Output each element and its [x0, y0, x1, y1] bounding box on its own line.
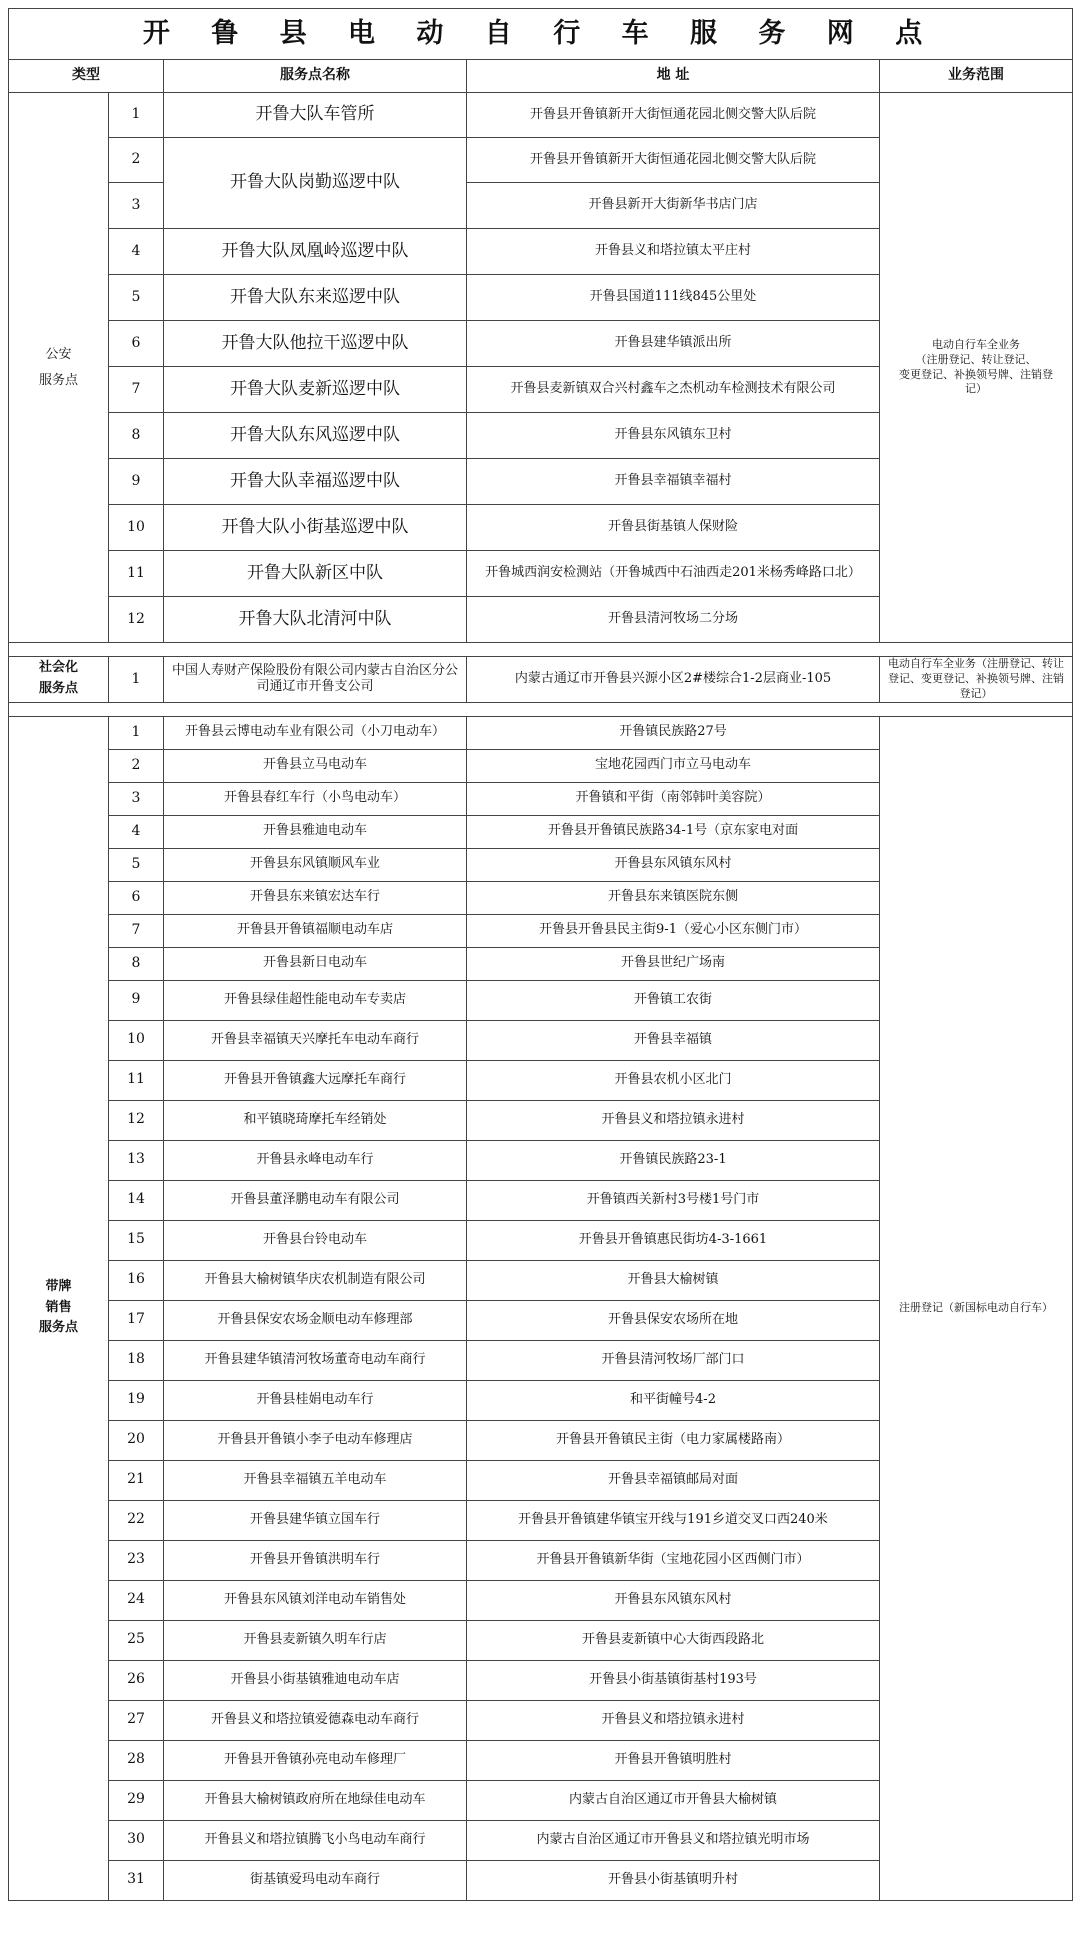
service-point-address: 内蒙古通辽市开鲁县兴源小区2#楼综合1-2层商业-105 — [467, 657, 880, 703]
service-point-address: 开鲁镇民族路23-1 — [467, 1140, 880, 1180]
dealer-scope-cell: 注册登记（新国标电动自行车） — [880, 716, 1073, 1900]
service-point-name: 开鲁大队凤凰岭巡逻中队 — [164, 229, 467, 275]
social-type-cell — [9, 657, 109, 703]
service-point-name: 开鲁大队岗勤巡逻中队 — [164, 138, 467, 229]
spacer-row — [9, 643, 1073, 657]
row-number: 3 — [109, 782, 164, 815]
service-point-address: 开鲁县开鲁镇民族路34-1号（京东家电对面 — [467, 815, 880, 848]
service-point-address: 开鲁县东来镇医院东侧 — [467, 881, 880, 914]
row-number: 29 — [109, 1780, 164, 1820]
row-number: 24 — [109, 1580, 164, 1620]
service-point-name: 开鲁县麦新镇久明车行店 — [164, 1620, 467, 1660]
row-number: 8 — [109, 947, 164, 980]
service-point-name: 开鲁县开鲁镇洪明车行 — [164, 1540, 467, 1580]
service-point-address: 开鲁县开鲁镇惠民街坊4-3-1661 — [467, 1220, 880, 1260]
service-point-address: 开鲁县街基镇人保财险 — [467, 505, 880, 551]
row-number: 1 — [109, 657, 164, 703]
text-line: 带牌 — [45, 1278, 72, 1294]
row-number: 12 — [109, 597, 164, 643]
service-point-address: 开鲁县义和塔拉镇永进村 — [467, 1100, 880, 1140]
row-number: 9 — [109, 459, 164, 505]
service-point-address: 开鲁县开鲁镇新开大街恒通花园北侧交警大队后院 — [467, 93, 880, 138]
row-number: 10 — [109, 1020, 164, 1060]
row-number: 19 — [109, 1380, 164, 1420]
service-point-name: 开鲁县新日电动车 — [164, 947, 467, 980]
service-point-name: 开鲁大队麦新巡逻中队 — [164, 367, 467, 413]
service-points-document — [8, 8, 1072, 1901]
service-point-address: 开鲁县世纪广场南 — [467, 947, 880, 980]
service-point-name: 开鲁县董泽鹏电动车有限公司 — [164, 1180, 467, 1220]
row-number: 8 — [109, 413, 164, 459]
service-point-address: 开鲁县东风镇东卫村 — [467, 413, 880, 459]
row-number: 14 — [109, 1180, 164, 1220]
spacer-row — [9, 702, 1073, 716]
service-point-name: 开鲁县东风镇顺风车业 — [164, 848, 467, 881]
service-point-address: 开鲁县保安农场所在地 — [467, 1300, 880, 1340]
service-point-name: 开鲁县云博电动车业有限公司（小刀电动车） — [164, 716, 467, 749]
police-type-cell — [9, 93, 109, 643]
row-number: 5 — [109, 275, 164, 321]
service-point-address: 开鲁县开鲁镇建华镇宝开线与191乡道交叉口西240米 — [467, 1500, 880, 1540]
row-number: 6 — [109, 321, 164, 367]
service-point-name: 开鲁县义和塔拉镇爱德森电动车商行 — [164, 1700, 467, 1740]
service-point-address: 开鲁县开鲁镇民主街（电力家属楼路南） — [467, 1420, 880, 1460]
row-number: 23 — [109, 1540, 164, 1580]
service-point-name: 开鲁县建华镇清河牧场董奇电动车商行 — [164, 1340, 467, 1380]
service-point-name: 开鲁大队幸福巡逻中队 — [164, 459, 467, 505]
service-point-name: 开鲁大队他拉干巡逻中队 — [164, 321, 467, 367]
row-number: 17 — [109, 1300, 164, 1340]
service-point-address: 开鲁县国道111线845公里处 — [467, 275, 880, 321]
police-scope-cell — [880, 93, 1073, 643]
service-point-address: 开鲁县新开大街新华书店门店 — [467, 183, 880, 229]
service-point-name: 开鲁大队小街基巡逻中队 — [164, 505, 467, 551]
row-number: 21 — [109, 1460, 164, 1500]
service-point-address: 内蒙古自治区通辽市开鲁县大榆树镇 — [467, 1780, 880, 1820]
service-point-address: 开鲁县东风镇东风村 — [467, 848, 880, 881]
row-number: 26 — [109, 1660, 164, 1700]
row-number: 6 — [109, 881, 164, 914]
text-line: 记） — [965, 382, 988, 396]
header-row — [9, 60, 1073, 93]
row-number: 7 — [109, 367, 164, 413]
service-point-name: 开鲁县桂娟电动车行 — [164, 1380, 467, 1420]
service-point-name: 开鲁县台铃电动车 — [164, 1220, 467, 1260]
service-point-address: 开鲁县麦新镇双合兴村鑫车之杰机动车检测技术有限公司 — [467, 367, 880, 413]
row-number: 20 — [109, 1420, 164, 1460]
service-point-name: 开鲁县东风镇刘洋电动车销售处 — [164, 1580, 467, 1620]
service-point-address: 开鲁县幸福镇邮局对面 — [467, 1460, 880, 1500]
service-point-name: 开鲁县开鲁镇鑫大远摩托车商行 — [164, 1060, 467, 1100]
row-number: 3 — [109, 183, 164, 229]
spacer-cell — [9, 702, 1073, 716]
service-point-name: 开鲁县春红车行（小鸟电动车） — [164, 782, 467, 815]
row-number: 10 — [109, 505, 164, 551]
row-number: 25 — [109, 1620, 164, 1660]
text-line: 服务点 — [38, 681, 78, 697]
row-number: 4 — [109, 229, 164, 275]
service-point-address: 开鲁县大榆树镇 — [467, 1260, 880, 1300]
social-scope-cell: 电动自行车全业务（注册登记、转让登记、变更登记、补换领号牌、注销登记） — [880, 657, 1073, 703]
row-number: 22 — [109, 1500, 164, 1540]
row-number: 9 — [109, 980, 164, 1020]
row-number: 11 — [109, 1060, 164, 1100]
service-point-address: 开鲁城西润安检测站（开鲁城西中石油西走201米杨秀峰路口北） — [467, 551, 880, 597]
service-point-name: 开鲁县幸福镇天兴摩托车电动车商行 — [164, 1020, 467, 1060]
service-point-name: 开鲁县立马电动车 — [164, 749, 467, 782]
header-scope: 业务范围 — [880, 60, 1073, 93]
service-point-address: 开鲁县开鲁镇新开大街恒通花园北侧交警大队后院 — [467, 138, 880, 183]
service-point-address: 开鲁县麦新镇中心大街西段路北 — [467, 1620, 880, 1660]
service-point-name: 开鲁大队新区中队 — [164, 551, 467, 597]
service-point-address: 开鲁镇和平街（南邻韩叶美容院） — [467, 782, 880, 815]
service-point-address: 开鲁县义和塔拉镇永进村 — [467, 1700, 880, 1740]
row-number: 30 — [109, 1820, 164, 1860]
service-point-name: 开鲁大队车管所 — [164, 93, 467, 138]
row-number: 7 — [109, 914, 164, 947]
service-points-table — [8, 8, 1073, 1901]
service-point-name: 开鲁县东来镇宏达车行 — [164, 881, 467, 914]
service-point-address: 开鲁县开鲁镇新华街（宝地花园小区西侧门市） — [467, 1540, 880, 1580]
service-point-name: 开鲁县幸福镇五羊电动车 — [164, 1460, 467, 1500]
text-line: 电动自行车全业务 — [932, 337, 1021, 351]
text-line: 服务点 — [38, 372, 78, 388]
text-line: （注册登记、转让登记、 — [915, 352, 1037, 366]
service-point-name: 开鲁大队东风巡逻中队 — [164, 413, 467, 459]
row-number: 15 — [109, 1220, 164, 1260]
service-point-name: 开鲁县保安农场金顺电动车修理部 — [164, 1300, 467, 1340]
row-number: 16 — [109, 1260, 164, 1300]
row-number: 2 — [109, 749, 164, 782]
service-point-address: 和平街幢号4-2 — [467, 1380, 880, 1420]
row-number: 12 — [109, 1100, 164, 1140]
row-number: 31 — [109, 1860, 164, 1900]
service-point-name: 中国人寿财产保险股份有限公司内蒙古自治区分公司通辽市开鲁支公司 — [164, 657, 467, 703]
service-point-address: 开鲁县小街基镇明升村 — [467, 1860, 880, 1900]
text-line: 服务点 — [38, 1320, 78, 1336]
service-point-address: 开鲁县幸福镇 — [467, 1020, 880, 1060]
service-point-address: 开鲁县小街基镇街基村193号 — [467, 1660, 880, 1700]
row-number: 5 — [109, 848, 164, 881]
service-point-name: 开鲁县义和塔拉镇腾飞小鸟电动车商行 — [164, 1820, 467, 1860]
service-point-name: 开鲁县雅迪电动车 — [164, 815, 467, 848]
row-number: 27 — [109, 1700, 164, 1740]
row-number: 18 — [109, 1340, 164, 1380]
row-number: 13 — [109, 1140, 164, 1180]
service-point-name: 开鲁县开鲁镇孙亮电动车修理厂 — [164, 1740, 467, 1780]
service-point-name: 开鲁县大榆树镇政府所在地绿佳电动车 — [164, 1780, 467, 1820]
service-point-address: 开鲁县开鲁县民主街9-1（爱心小区东侧门市） — [467, 914, 880, 947]
service-point-address: 开鲁县清河牧场二分场 — [467, 597, 880, 643]
service-point-name: 开鲁大队东来巡逻中队 — [164, 275, 467, 321]
row-number: 1 — [109, 93, 164, 138]
service-point-name: 开鲁县绿佳超性能电动车专卖店 — [164, 980, 467, 1020]
service-point-address: 开鲁镇西关新村3号楼1号门市 — [467, 1180, 880, 1220]
row-number: 11 — [109, 551, 164, 597]
service-point-name: 开鲁县开鲁镇小李子电动车修理店 — [164, 1420, 467, 1460]
text-line: 社会化 — [38, 660, 78, 676]
social-row — [9, 657, 1073, 703]
row-number: 4 — [109, 815, 164, 848]
service-point-address: 开鲁县东风镇东风村 — [467, 1580, 880, 1620]
service-point-address: 开鲁县幸福镇幸福村 — [467, 459, 880, 505]
spacer-cell — [9, 643, 1073, 657]
service-point-address: 开鲁镇民族路27号 — [467, 716, 880, 749]
service-point-address: 内蒙古自治区通辽市开鲁县义和塔拉镇光明市场 — [467, 1820, 880, 1860]
service-point-address: 开鲁县农机小区北门 — [467, 1060, 880, 1100]
dealer-row — [9, 716, 1073, 749]
police-row — [9, 93, 1073, 138]
service-point-name: 开鲁县大榆树镇华庆农机制造有限公司 — [164, 1260, 467, 1300]
header-name: 服务点名称 — [164, 60, 467, 93]
page-title: 开 鲁 县 电 动 自 行 车 服 务 网 点 — [9, 9, 1073, 60]
service-point-name: 和平镇晓琦摩托车经销处 — [164, 1100, 467, 1140]
service-point-name: 开鲁大队北清河中队 — [164, 597, 467, 643]
service-point-name: 开鲁县建华镇立国车行 — [164, 1500, 467, 1540]
service-point-name: 开鲁县永峰电动车行 — [164, 1140, 467, 1180]
service-point-name: 开鲁县开鲁镇福顺电动车店 — [164, 914, 467, 947]
service-point-name: 街基镇爱玛电动车商行 — [164, 1860, 467, 1900]
text-line: 公安 — [45, 346, 72, 362]
service-point-name: 开鲁县小街基镇雅迪电动车店 — [164, 1660, 467, 1700]
service-point-address: 开鲁县开鲁镇明胜村 — [467, 1740, 880, 1780]
dealer-type-cell — [9, 716, 109, 1900]
service-point-address: 开鲁县建华镇派出所 — [467, 321, 880, 367]
header-address: 地 址 — [467, 60, 880, 93]
header-type: 类型 — [9, 60, 164, 93]
row-number: 2 — [109, 138, 164, 183]
service-point-address: 开鲁县义和塔拉镇太平庄村 — [467, 229, 880, 275]
row-number: 28 — [109, 1740, 164, 1780]
service-point-address: 开鲁镇工农街 — [467, 980, 880, 1020]
row-number: 1 — [109, 716, 164, 749]
text-line: 变更登记、补换领号牌、注销登 — [899, 367, 1054, 381]
text-line: 销售 — [45, 1299, 72, 1315]
service-point-address: 开鲁县清河牧场厂部门口 — [467, 1340, 880, 1380]
service-point-address: 宝地花园西门市立马电动车 — [467, 749, 880, 782]
